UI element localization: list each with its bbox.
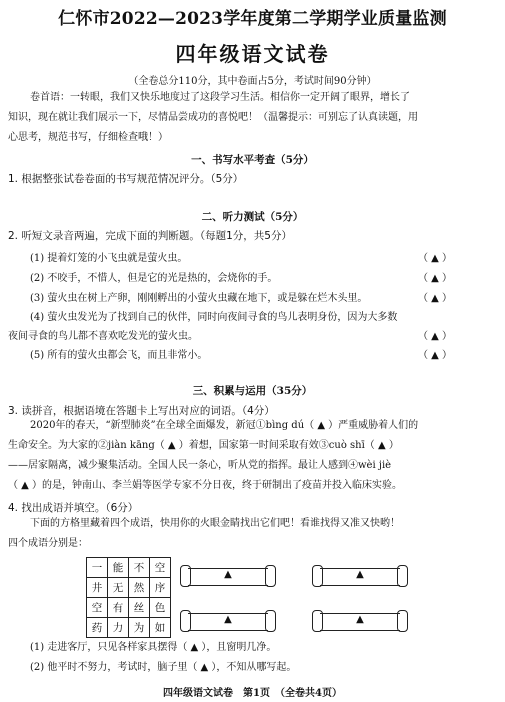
grid-cell: 能 [108, 558, 129, 578]
exam-subtitle: 四年级语文试卷 [175, 42, 330, 66]
fill-item-1: (1) 走进客厅，只见各样家具摆得（ ▲ ），且窗明几净。 [30, 642, 277, 653]
idiom-scroll-1 [180, 565, 276, 587]
grid-cell: 力 [108, 618, 129, 638]
intro-line-3: 心思考，规范书写，仔细检查哦！） [8, 132, 168, 143]
q3-line-3: ——居家隔离，减少聚集活动。全国人民一条心，听从党的指挥。最让人感到④wèi jiè [8, 460, 392, 471]
answer-mark-1: （ ▲ ） [418, 253, 453, 264]
grid-cell: 药 [87, 618, 108, 638]
question-3: 3. 读拼音，根据语境在答题卡上写出对应的词语。（4分） [8, 405, 275, 417]
listen-item-5: (5) 所有的萤火虫都会飞，而且非常小。 [30, 350, 208, 361]
idiom-grid [86, 557, 171, 638]
listen-item-1: (1) 提着灯笼的小飞虫就是萤火虫。 [30, 253, 188, 264]
exam-title: 仁怀市2022—2023学年度第二学期学业质量监测 [58, 9, 447, 29]
q4-label: 四个成语分别是： [8, 538, 88, 549]
fill-item-2: (2) 他平时不努力，考试时，脑子里（ ▲ ），不知从哪写起。 [30, 662, 297, 673]
blank-mark: ▲ [224, 614, 232, 625]
section-1-title: 一、书写水平考查（5分） [191, 154, 314, 166]
answer-mark-4: （ ▲ ） [418, 331, 453, 342]
question-2: 2. 听短文录音两遍，完成下面的判断题。（每题1分，共5分） [8, 230, 292, 242]
answer-mark-3: （ ▲ ） [418, 293, 453, 304]
grid-cell: 然 [129, 578, 150, 598]
grid-cell: 空 [87, 598, 108, 618]
blank-mark: ▲ [356, 614, 364, 625]
idiom-scroll-3 [180, 610, 276, 632]
blank-mark: ▲ [356, 569, 364, 580]
answer-mark-5: （ ▲ ） [418, 350, 453, 361]
grid-cell: 井 [87, 578, 108, 598]
grid-cell: 不 [129, 558, 150, 578]
idiom-scroll-2 [312, 565, 408, 587]
grid-cell: 色 [150, 598, 171, 618]
page-footer: 四年级语文试卷 第1页 （全卷共4页） [163, 688, 342, 699]
q3-line-1: 2020年的春天，“新型肺炎”在全球全面爆发，新冠①bìng dú（ ▲ ）严重威胁着人们的 [30, 420, 419, 431]
answer-mark-2: （ ▲ ） [418, 273, 453, 284]
exam-info: （全卷总分110分，其中卷面占5分，考试时间90分钟） [128, 76, 377, 87]
grid-cell: 有 [108, 598, 129, 618]
listen-item-4: (4) 萤火虫发光为了找到自己的伙伴，同时向夜间寻食的鸟儿表明身份，因为大多数 [30, 312, 398, 323]
intro-line-1: 卷首语：一转眼，我们又快乐地度过了这段学习生活。相信你一定开阔了眼界，增长了 [30, 92, 410, 103]
grid-cell: 序 [150, 578, 171, 598]
question-4: 4. 找出成语并填空。（6分） [8, 502, 139, 514]
grid-cell: 如 [150, 618, 171, 638]
grid-cell: 无 [108, 578, 129, 598]
intro-line-2: 知识，现在就让我们展示一下，尽情品尝成功的喜悦吧！（温馨提示：可别忘了认真读题，用 [8, 112, 418, 123]
grid-cell: 一 [87, 558, 108, 578]
section-3-title: 三、积累与运用（35分） [192, 385, 313, 397]
grid-cell: 为 [129, 618, 150, 638]
grid-cell: 丝 [129, 598, 150, 618]
q3-line-2: 生命安全。为大家的②jiàn kāng（ ▲ ）着想，国家第一时间采取有效③cuò shī（ ▲ ） [8, 440, 399, 451]
listen-item-4-cont: 夜间寻食的鸟儿都不喜欢吃发光的萤火虫。 [8, 331, 198, 342]
q4-description: 下面的方格里藏着四个成语，快用你的火眼金睛找出它们吧！看谁找得又准又快哟！ [30, 518, 400, 529]
idiom-scroll-4 [312, 610, 408, 632]
question-1: 1. 根据整张试卷卷面的书写规范情况评分。（5分） [8, 173, 244, 185]
blank-mark: ▲ [224, 569, 232, 580]
grid-cell: 空 [150, 558, 171, 578]
section-2-title: 二、听力测试（5分） [201, 211, 304, 223]
listen-item-3: (3) 萤火虫在树上产卵，刚刚孵出的小萤火虫藏在地下，或是躲在烂木头里。 [30, 293, 368, 304]
listen-item-2: (2) 不咬手，不惜人，但是它的光是热的，会烧你的手。 [30, 273, 278, 284]
q3-line-4: （ ▲ ）的是，钟南山、李兰娟等医学专家不分日夜，终于研制出了疫苗并投入临床实验。 [8, 480, 403, 491]
